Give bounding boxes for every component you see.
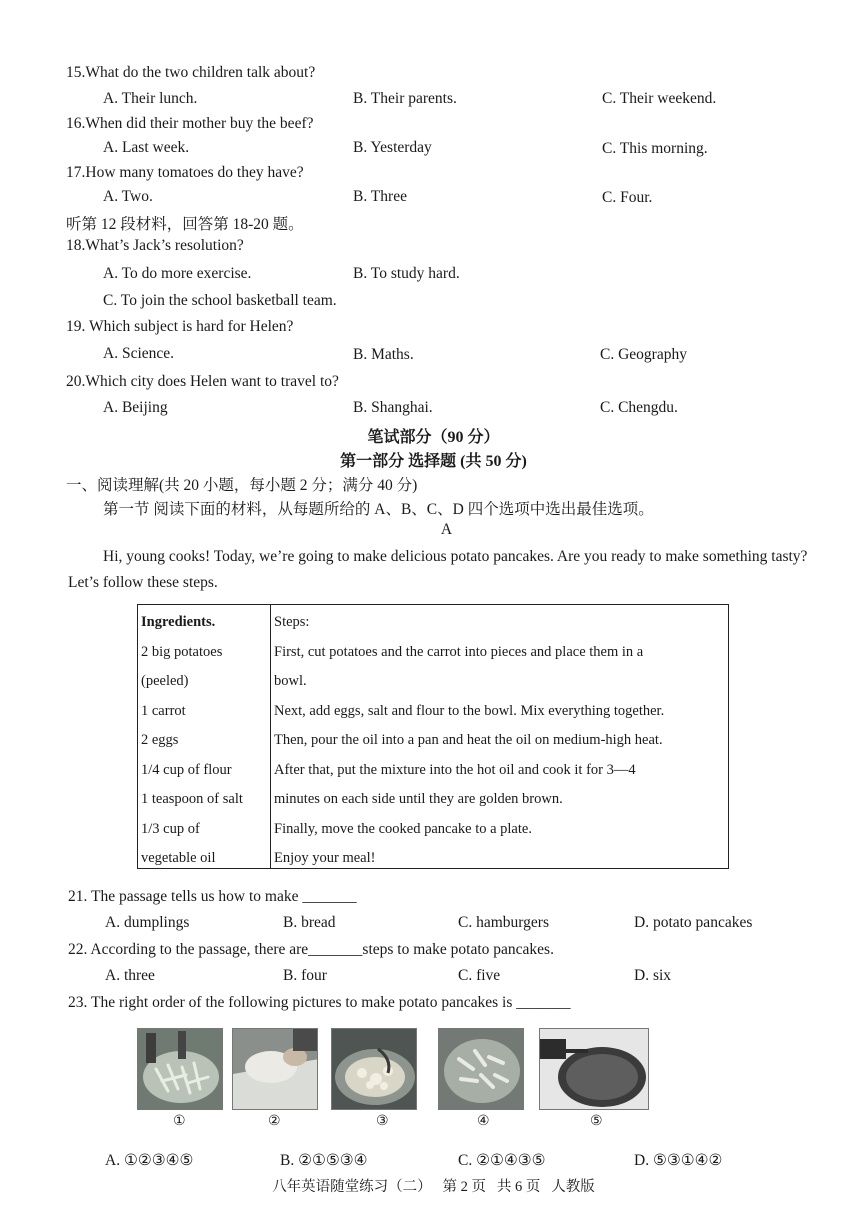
- step-line: Then, pour the oil into a pan and heat the oil on medium-high heat.: [274, 732, 663, 748]
- q22-option-d: D. six: [634, 967, 672, 984]
- passage-intro: Hi, young cooks! Today, we’re going to make delicious potato pancakes. Are you ready to make something tasty? Let’s follow these steps.: [68, 548, 808, 591]
- ingredient-item: 1/4 cup of flour: [141, 762, 232, 778]
- q18-option-a: A. To do more exercise.: [103, 265, 252, 282]
- picture-label-3: ③: [376, 1114, 389, 1129]
- q20-option-c: C. Chengdu.: [600, 399, 678, 416]
- step-line: Enjoy your meal!: [274, 850, 376, 866]
- section1-heading: 一、阅读理解(共 20 小题，每小题 2 分；满分 40 分): [66, 477, 418, 494]
- step-line: bowl.: [274, 673, 307, 689]
- q16-option-c: C. This morning.: [602, 140, 708, 157]
- q19-stem: 19. Which subject is hard for Helen?: [66, 318, 294, 335]
- ingredient-item: vegetable oil: [141, 850, 216, 866]
- q17-stem: 17.How many tomatoes do they have?: [66, 164, 304, 181]
- q17-option-b: B. Three: [353, 188, 407, 205]
- q16-stem: 16.When did their mother buy the beef?: [66, 115, 314, 132]
- q15-option-a: A. Their lunch.: [103, 90, 198, 107]
- picture-mixture: [438, 1028, 524, 1110]
- picture-peeling: [232, 1028, 318, 1110]
- ingredient-item: 2 eggs: [141, 732, 179, 748]
- written-section-title: 笔试部分（90 分）: [367, 429, 500, 446]
- q23-option-b: B. ②①⑤③④: [280, 1152, 368, 1169]
- q19-option-c: C. Geography: [600, 346, 687, 363]
- picture-label-5: ⑤: [590, 1114, 603, 1129]
- ingredient-item: 1 carrot: [141, 703, 186, 719]
- q21-option-b: B. bread: [283, 914, 336, 931]
- q15-option-b: B. Their parents.: [353, 90, 457, 107]
- picture-label-2: ②: [268, 1114, 281, 1129]
- ingredients-header: Ingredients.: [141, 614, 216, 630]
- q21-stem: 21. The passage tells us how to make _______: [68, 888, 357, 905]
- ingredient-item: (peeled): [141, 673, 189, 689]
- picture-label-4: ④: [477, 1114, 490, 1129]
- q22-option-a: A. three: [105, 967, 155, 984]
- section1-instruction: 第一节 阅读下面的材料，从每题所给的 A、B、C、D 四个选项中选出最佳选项。: [103, 501, 654, 518]
- q23-stem: 23. The right order of the following pictures to make potato pancakes is _______: [68, 994, 571, 1011]
- step-line: Finally, move the cooked pancake to a plate.: [274, 821, 532, 837]
- q22-option-c: C. five: [458, 967, 501, 984]
- ingredient-item: 1 teaspoon of salt: [141, 791, 243, 807]
- instruction-material-12: 听第 12 段材料，回答第 18-20 题。: [66, 216, 304, 233]
- ingredient-item: 2 big potatoes: [141, 644, 223, 660]
- q21-option-d: D. potato pancakes: [634, 914, 753, 931]
- q22-option-b: B. four: [283, 967, 327, 984]
- q19-option-b: B. Maths.: [353, 346, 414, 363]
- step-line: After that, put the mixture into the hot oil and cook it for 3—4: [274, 762, 636, 778]
- q23-option-d: D. ⑤③①④②: [634, 1152, 723, 1169]
- q20-stem: 20.Which city does Helen want to travel to?: [66, 373, 339, 390]
- step-line: Next, add eggs, salt and flour to the bowl. Mix everything together.: [274, 703, 665, 719]
- q15-stem: 15.What do the two children talk about?: [66, 64, 316, 81]
- q20-option-a: A. Beijing: [103, 399, 168, 416]
- step-line: minutes on each side until they are golden brown.: [274, 791, 563, 807]
- recipe-table: [137, 604, 729, 869]
- q23-option-a: A. ①②③④⑤: [105, 1152, 194, 1169]
- table-divider: [270, 605, 271, 868]
- step-line: First, cut potatoes and the carrot into pieces and place them in a: [274, 644, 644, 660]
- q17-option-a: A. Two.: [103, 188, 153, 205]
- q22-stem: 22. According to the passage, there are_______steps to make potato pancakes.: [68, 941, 554, 958]
- q17-option-c: C. Four.: [602, 189, 653, 206]
- q20-option-b: B. Shanghai.: [353, 399, 433, 416]
- page-footer: 八年英语随堂练习（二） 第 2 页 共 6 页 人教版: [272, 1179, 595, 1195]
- q16-option-b: B. Yesterday: [353, 139, 432, 156]
- q15-option-c: C. Their weekend.: [602, 90, 717, 107]
- q21-option-c: C. hamburgers: [458, 914, 549, 931]
- q18-option-c: C. To join the school basketball team.: [103, 292, 337, 309]
- q19-option-a: A. Science.: [103, 345, 175, 362]
- picture-label-1: ①: [173, 1114, 186, 1129]
- steps-header: Steps:: [274, 614, 310, 630]
- q18-stem: 18.What’s Jack’s resolution?: [66, 237, 244, 254]
- q23-option-c: C. ②①④③⑤: [458, 1152, 546, 1169]
- q16-option-a: A. Last week.: [103, 139, 190, 156]
- picture-cut-vegetables: [137, 1028, 223, 1110]
- picture-mixing-bowl: [331, 1028, 417, 1110]
- q21-option-a: A. dumplings: [105, 914, 190, 931]
- q18-option-b: B. To study hard.: [353, 265, 460, 282]
- part1-title: 第一部分 选择题 (共 50 分): [340, 453, 527, 470]
- picture-pan-oil: [539, 1028, 649, 1110]
- passage-label: A: [440, 521, 453, 538]
- ingredient-item: 1/3 cup of: [141, 821, 200, 837]
